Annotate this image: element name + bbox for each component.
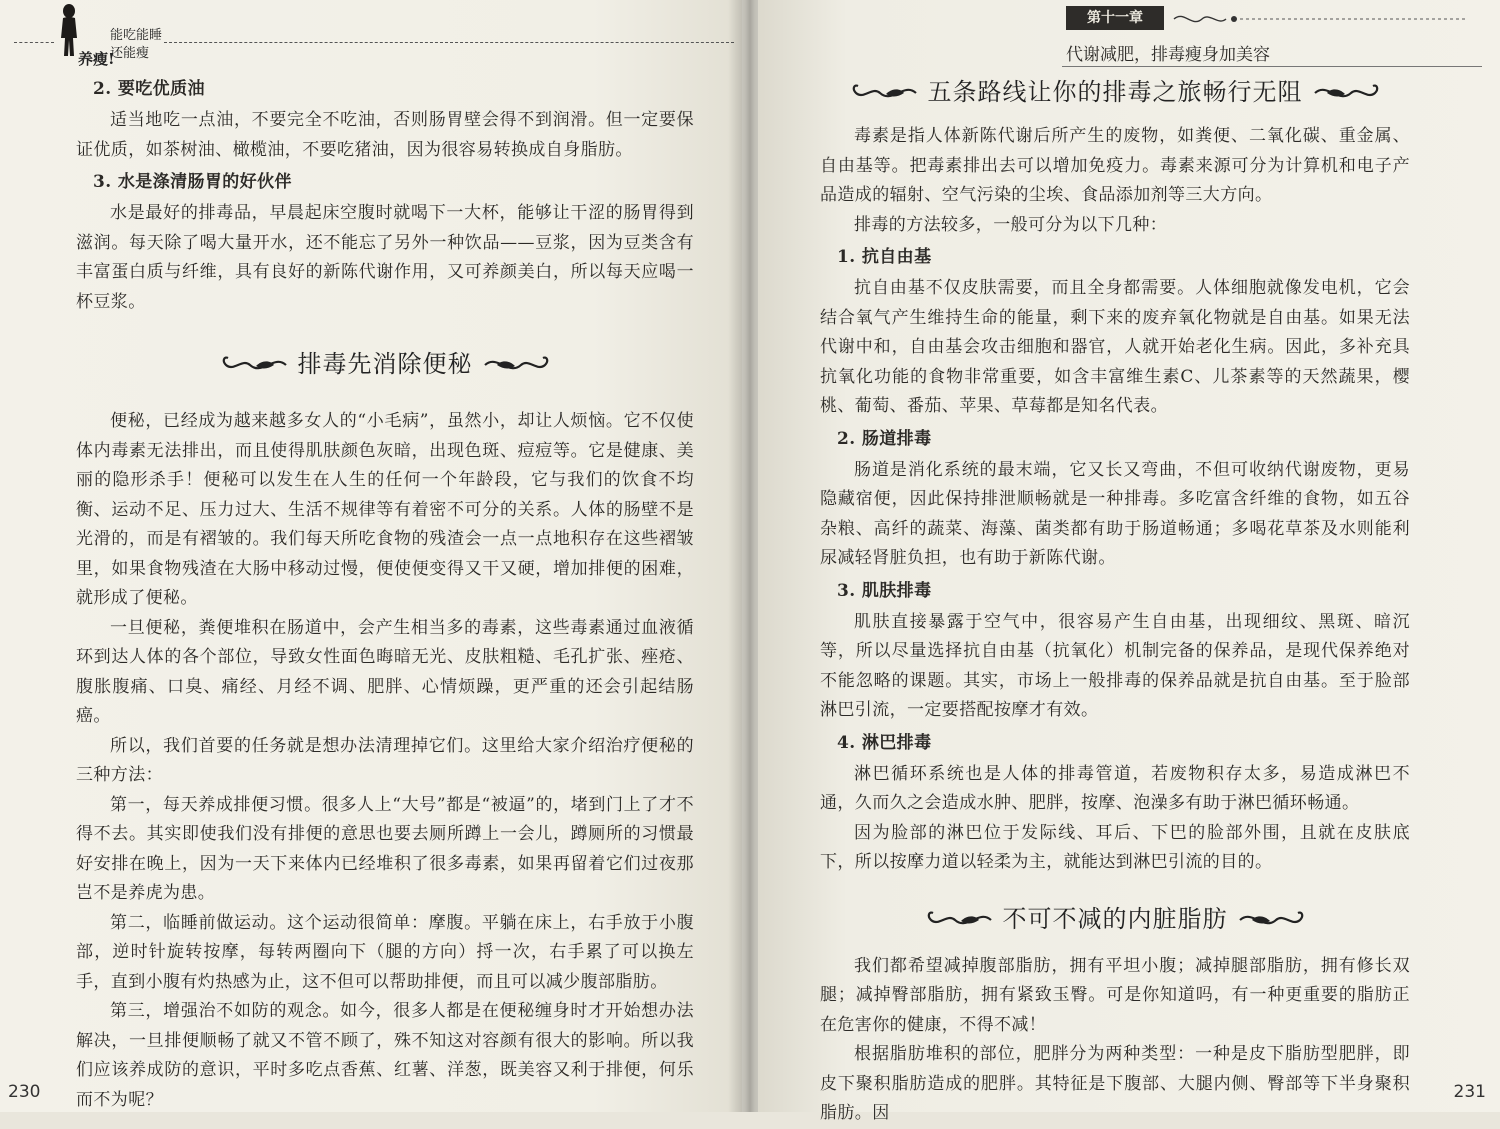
right-section-title-text: 五条路线让你的排毒之旅畅行无阻 [927, 78, 1303, 107]
left-paragraph: 所以，我们首要的任务就是想办法清理掉它们。这里给大家介绍治疗便秘的三种方法： [76, 735, 694, 785]
right-flourish-icon [1313, 80, 1385, 106]
left-paragraph: 一旦便秘，粪便堆积在肠道中，会产生相当多的毒素，这些毒素通过血液循环到达人体的各个部位，导致女性面色晦暗无光、皮肤粗糙、毛孔扩张、痤疮、腹胀腹痛、口臭、痛经、月经不调、肥胖、心情烦躁，更严重的还会引起结肠癌。 [76, 617, 694, 726]
left-page-number: 230 [8, 1082, 41, 1102]
right-body [820, 68, 1410, 1129]
right-page-number: 231 [1453, 1082, 1486, 1102]
left-paragraph: 第一，每天养成排便习惯。很多人上“大号”都是“被逼”的，堵到门上了才不得不去。其实即使我们没有排便的意思也要去厕所蹲上一会儿，蹲厕所的习惯最好安排在晚上，因为一天下来体内已经堆积了很多毒素，如果再留着它们过夜那岂不是养虎为患。 [76, 794, 694, 903]
chapter-subtitle: 代谢减肥，排毒瘦身加美容 [1066, 45, 1270, 65]
brand-line-1: 养瘦! [78, 50, 115, 68]
header-ornament-icon [1170, 8, 1470, 30]
left-flourish-icon [921, 907, 993, 933]
left-paragraph: 适当地吃一点油，不要完全不吃油，否则肠胃壁会得不到润滑。但一定要保证优质，如茶树油、橄榄油，不要吃猪油，因为很容易转换成自身脂肪。 [76, 110, 694, 160]
left-flourish-icon [216, 352, 288, 378]
left-paragraph: 第二，临睡前做运动。这个运动很简单：摩腹。平躺在床上，右手放于小腹部，逆时针旋转按摩，每转两圈向下（腿的方向）捋一次，右手累了可以换左手，直到小腹有灼热感为止，这不但可以帮助排便，而且可以减少腹部脂肪。 [76, 912, 694, 992]
brand-line-2: 能吃能睡 [110, 28, 163, 43]
chapter-label: 第十一章 [1066, 6, 1164, 30]
right-paragraph: 排毒的方法较多，一般可分为以下几种： [854, 214, 1168, 235]
right-paragraph: 淋巴循环系统也是人体的排毒管道，若废物积存太多，易造成淋巴不通，久而久之会造成水肿、肥胖，按摩、泡澡多有助于淋巴循环畅通。 [820, 763, 1410, 813]
left-paragraph: 便秘，已经成为越来越多女人的“小毛病”，虽然小，却让人烦恼。它不仅使体内毒素无法排出，而且使得肌肤颜色灰暗，出现色斑、痘痘等。它是健康、美丽的隐形杀手！便秘可以发生在人生的任何一个年龄段，它与我们的饮食不均衡、运动不足、压力过大、生活不规律等有着密不可分的关系。人体的肠壁不是光滑的，而是有褶皱的。我们每天所吃食物的残渣会一点一点地积存在这些褶皱里，如果食物残渣在大肠中移动过慢，便使便变得又干又硬，增加排便的困难，就形成了便秘。 [76, 411, 694, 608]
right-flourish-icon [483, 352, 555, 378]
left-subheading-2: 3. 水是涤清肠胃的好伙伴 [93, 172, 292, 192]
left-section-title [76, 333, 694, 397]
left-running-header [14, 4, 734, 68]
left-paragraph: 水是最好的排毒品，早晨起床空腹时就喝下一大杯，能够让干涩的肠胃得到滋润。每天除了喝大量开水，还不能忘了另外一种饮品——豆浆，因为豆类含有丰富蛋白质与纤维，具有良好的新陈代谢作用，又可养颜美白，所以每天应喝一杯豆浆。 [76, 203, 694, 312]
right-paragraph: 因为脸部的淋巴位于发际线、耳后、下巴的脸部外围，且就在皮肤底下，所以按摩力道以轻柔为主，就能达到淋巴引流的目的。 [820, 822, 1410, 872]
right-flourish-icon [1238, 907, 1310, 933]
right-page [758, 0, 1500, 1123]
brand-line-3: 还能瘦 [110, 46, 150, 61]
left-page [0, 0, 742, 1112]
left-paragraph: 第三，增强治不如防的观念。如今，很多人都是在便秘缠身时才开始想办法解决，一旦排便顺畅了就又不管不顾了，殊不知这对容颜有很大的影响。所以我们应该养成防的意识，平时多吃点香蕉、红薯、洋葱，既美容又利于排便，何乐而不为呢？ [76, 1001, 694, 1110]
right-paragraph: 肠道是消化系统的最末端，它又长又弯曲，不但可收纳代谢废物，更易隐藏宿便，因此保持排泄顺畅就是一种排毒。多吃富含纤维的食物，如五谷杂粮、高纤的蔬菜、海藻、菌类都有助于肠道畅通；多喝花草茶及水则能利尿减轻肾脏负担，也有助于新陈代谢。 [820, 459, 1410, 568]
right-subheading-1: 1. 抗自由基 [837, 247, 932, 267]
right-paragraph: 抗自由基不仅皮肤需要，而且全身都需要。人体细胞就像发电机，它会结合氧气产生维持生命的能量，剩下来的废弃氧化物就是自由基。如果无法代谢中和，自由基会攻击细胞和器官，人就开始老化生病。因此，多补充具抗氧化功能的食物非常重要，如含丰富维生素C、儿茶素等的天然蔬果，樱桃、葡萄、番茄、苹果、草莓都是知名代表。 [820, 278, 1410, 416]
right-paragraph: 根据脂肪堆积的部位，肥胖分为两种类型：一种是皮下脂肪型肥胖，即皮下聚积脂肪造成的肥胖。其特征是下腹部、大腿内侧、臀部等下半身聚积脂肪。因 [820, 1044, 1410, 1123]
left-body [76, 72, 694, 1115]
right-subheading-4: 4. 淋巴排毒 [837, 732, 932, 753]
right-section-title-2-text: 不可不减的内脏脂肪 [1002, 904, 1228, 933]
right-paragraph: 我们都希望减掉腹部脂肪，拥有平坦小腹；减掉腿部脂肪，拥有修长双腿；减掉臀部脂肪，拥有紧致玉臀。可是你知道吗，有一种更重要的脂肪正在危害你的健康，不得不减！ [820, 955, 1410, 1035]
right-paragraph: 毒素是指人体新陈代谢后所产生的废物，如粪便、二氧化碳、重金属、自由基等。把毒素排出去可以增加免疫力。毒素来源可分为计算机和电子产品造成的辐射、空气污染的尘埃、食品添加剂等三大方向。 [820, 126, 1410, 205]
right-paragraph: 肌肤直接暴露于空气中，很容易产生自由基，出现细纹、黑斑、暗沉等，所以尽量选择抗自由基（抗氧化）机制完备的保养品，是现代保养绝对不能忽略的课题。其实，市场上一般排毒的保养品就是抗自由基。至于脸部淋巴引流，一定要搭配按摩才有效。 [820, 611, 1410, 720]
right-subheading-3: 3. 肌肤排毒 [837, 580, 932, 601]
right-section-title-2 [820, 892, 1410, 948]
right-section-title [820, 68, 1410, 118]
left-flourish-icon [846, 80, 918, 106]
right-subheading-2: 2. 肠道排毒 [837, 428, 932, 449]
right-running-header [1062, 6, 1482, 70]
left-section-title-text: 排毒先消除便秘 [297, 350, 473, 379]
left-subheading-1: 2. 要吃优质油 [93, 79, 205, 99]
